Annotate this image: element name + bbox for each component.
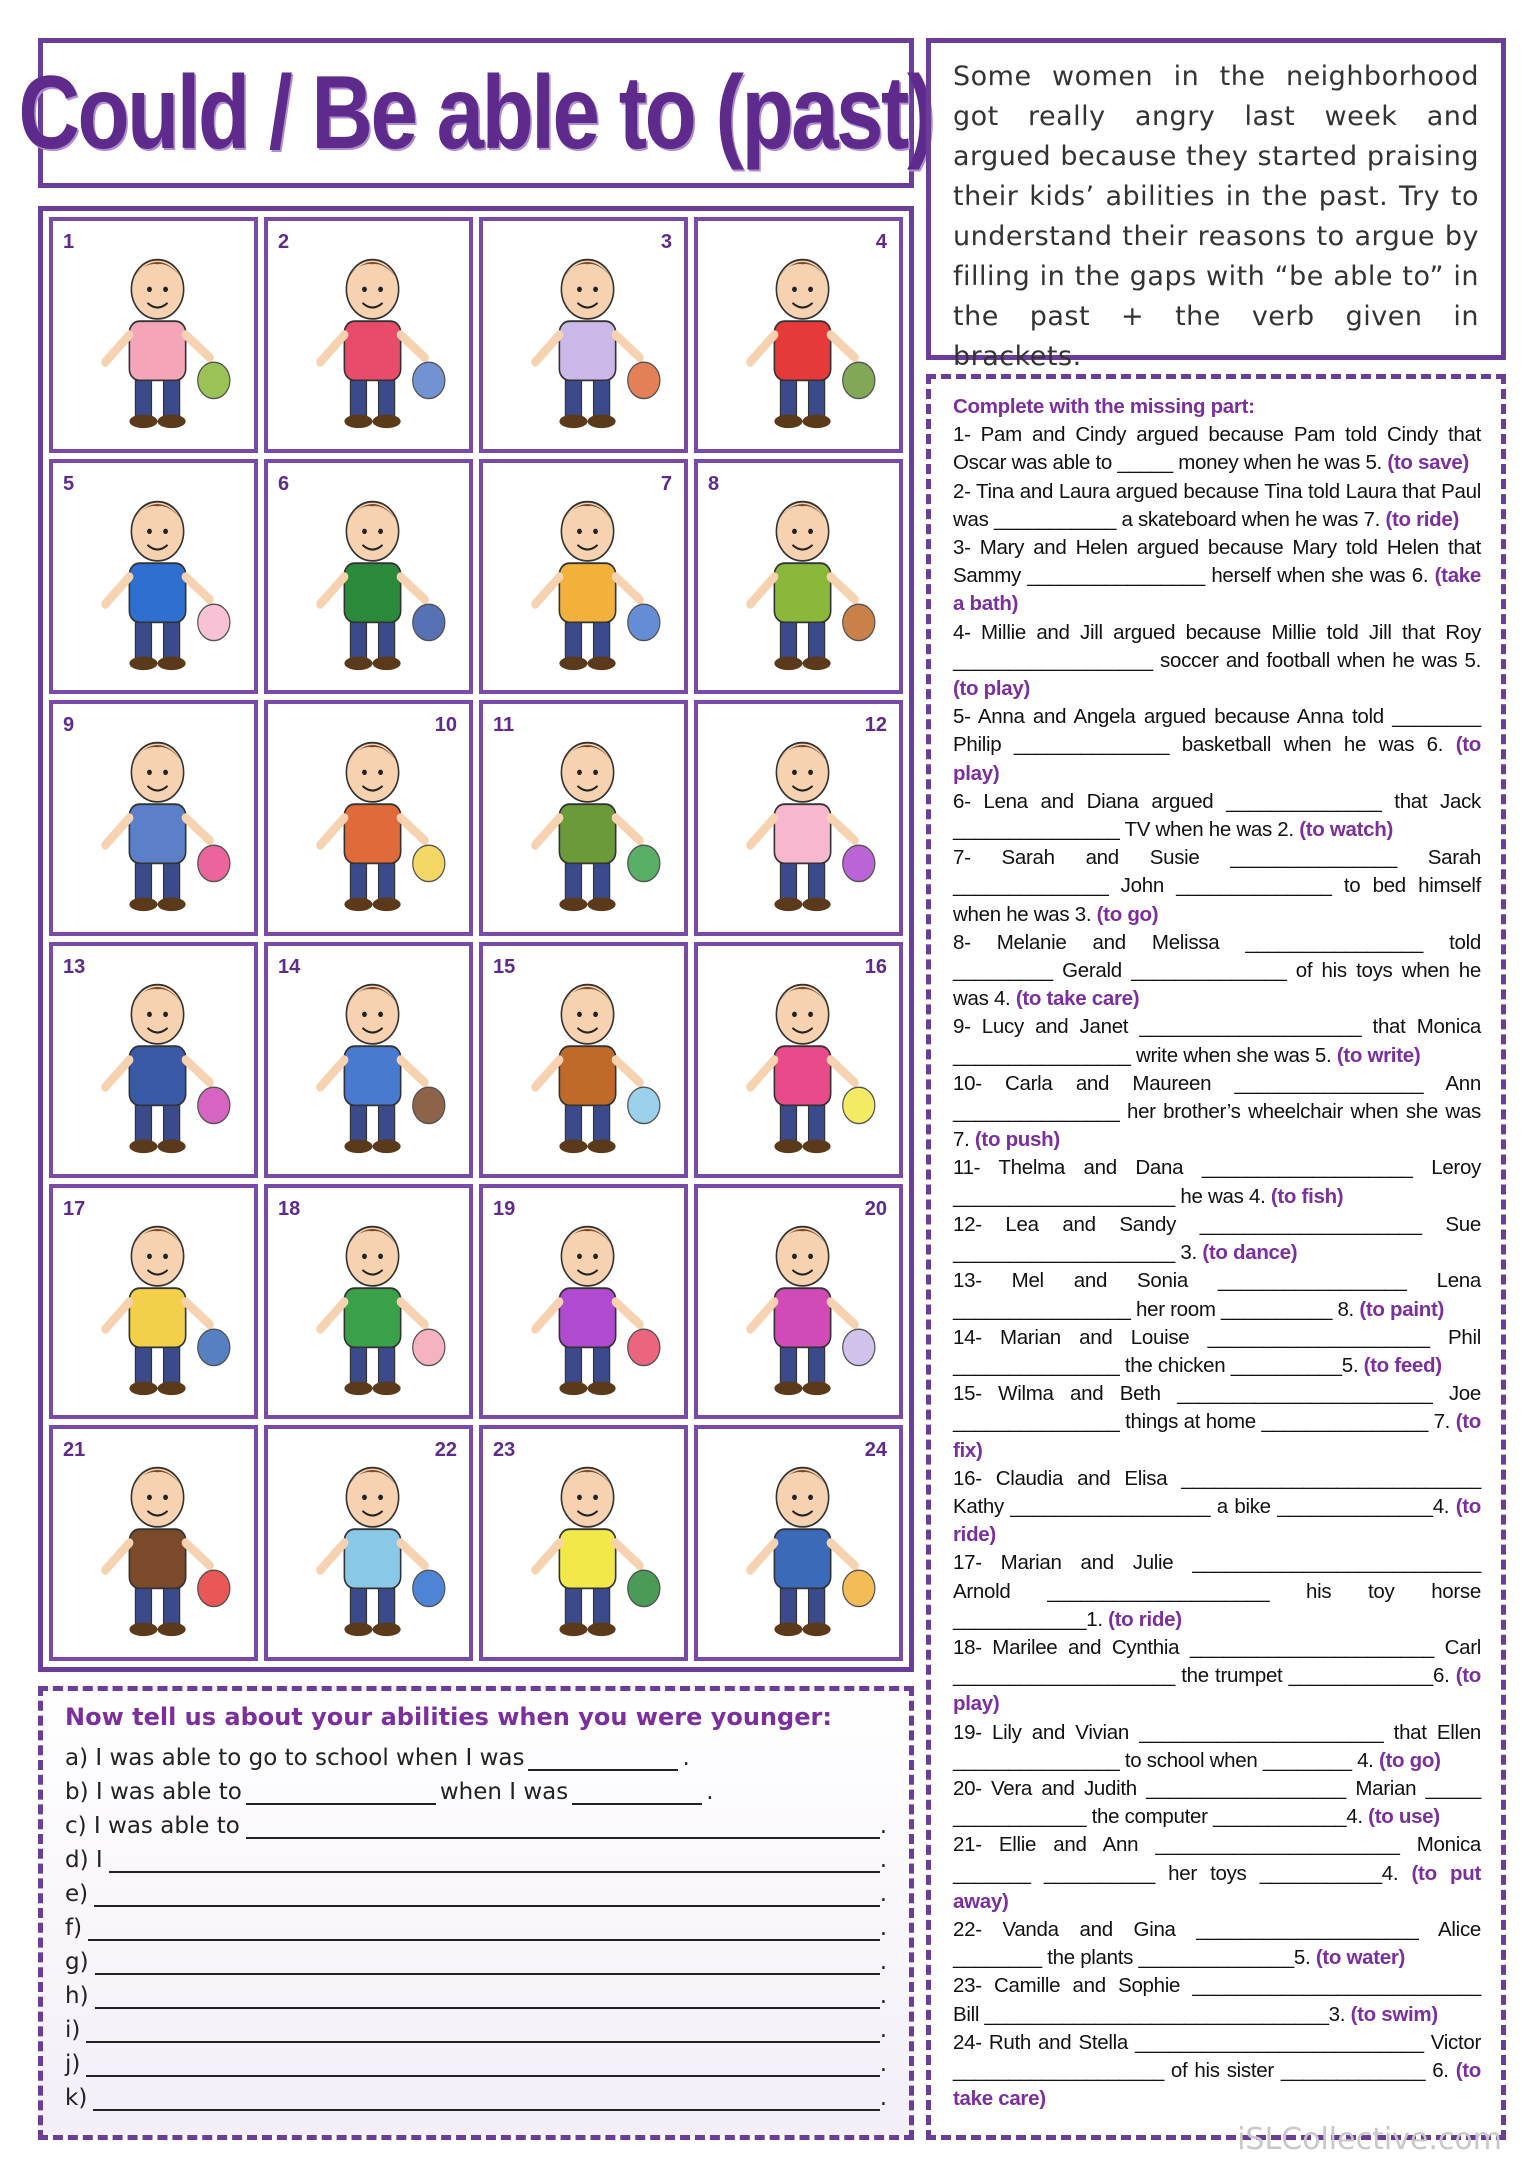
- ability-line: [65, 1907, 887, 1941]
- basketball-boy-icon: [53, 463, 254, 691]
- picture-number: 18: [278, 1197, 301, 1220]
- exercise-item: [953, 478, 1481, 534]
- trumpet-boy-icon: [268, 1188, 469, 1416]
- exercise-item: [953, 1380, 1481, 1465]
- worksheet-title: Could / Be able to (past): [18, 54, 934, 171]
- exercise-sentence: 21- Ellie and Ann ______________________ Monica _______ __________ her toys ___________4.: [953, 1833, 1481, 1885]
- picture-cell: [264, 217, 473, 453]
- writing-girl-icon: [53, 704, 254, 932]
- exercise-item: [953, 1211, 1481, 1267]
- picture-cell: [264, 459, 473, 695]
- answer-blank[interactable]: [528, 1745, 678, 1771]
- picture-cell: [479, 217, 688, 453]
- carpenter-boy-icon: [483, 946, 684, 1174]
- ability-line: [65, 2009, 887, 2043]
- bike-girl-icon: [698, 946, 899, 1174]
- picture-cell: [694, 1425, 903, 1661]
- exercise-sentence: 22- Vanda and Gina ____________________ Alice ________ the plants ______________5.: [953, 1917, 1481, 1970]
- verb-hint: (to paint): [1359, 1297, 1445, 1321]
- picture-grid: [38, 206, 914, 1672]
- picture-number: 14: [278, 956, 301, 978]
- picture-cell: [49, 217, 258, 453]
- exercise-sentence: 4- Millie and Jill argued because Millie told Jill that Roy __________________ soccer and football when he was 5.: [953, 620, 1481, 672]
- picture-cell: [694, 459, 903, 695]
- exercise-sentence: 9- Lucy and Janet ____________________ that Monica ________________ write when she was 5.: [953, 1015, 1481, 1067]
- picture-number: 22: [434, 1439, 457, 1462]
- verb-hint: (to ride): [953, 1494, 1481, 1547]
- ability-label: e): [65, 1881, 89, 1907]
- verb-hint: (to go): [1378, 1748, 1441, 1772]
- painter-girl-icon: [53, 946, 254, 1174]
- picture-number: 3: [660, 231, 672, 253]
- verb-hint: (to put away): [953, 1861, 1481, 1913]
- verb-hint: (to ride): [1385, 507, 1460, 531]
- ability-line: [65, 1771, 887, 1805]
- ability-middle-text: when I was: [439, 1779, 569, 1805]
- ability-line: [65, 1941, 887, 1975]
- title-box: [18, 38, 934, 188]
- swimming-boy-icon: [483, 1429, 684, 1657]
- farmer-girl-icon: [268, 946, 469, 1174]
- ability-label: i): [65, 2017, 81, 2043]
- football-boy-icon: [698, 221, 899, 449]
- picture-number: 5: [63, 472, 75, 495]
- exercise-sentence: 20- Vera and Judith __________________ Marian _____ ____________ the computer ____________4.: [953, 1776, 1481, 1829]
- exercise-sentence: 17- Marian and Julie __________________________ Arnold ____________________ his toy horse ____________1.: [953, 1551, 1481, 1631]
- picture-cell: [49, 1425, 258, 1661]
- ability-label: d) I: [65, 1847, 103, 1873]
- exercise-sentence: 5- Anna and Angela argued because Anna told ________ Philip ______________ basketball when he was 6.: [953, 705, 1481, 757]
- verb-hint: (take a bath): [953, 564, 1481, 616]
- fishing-boy-icon: [483, 704, 684, 932]
- exercise-item: [953, 1013, 1481, 1069]
- answer-blank[interactable]: [94, 1881, 880, 1907]
- answer-blank[interactable]: [86, 2017, 879, 2043]
- bath-girl-icon: [483, 221, 684, 449]
- piggy-bank-icon: [53, 221, 254, 449]
- exercise-item: [953, 1719, 1481, 1775]
- exercise-sentence: 3- Mary and Helen argued because Mary told Helen that Sammy ________________ herself when she was 6.: [953, 536, 1481, 588]
- picture-number: 10: [434, 714, 457, 737]
- verb-hint: (to push): [974, 1128, 1060, 1152]
- picture-number: 17: [63, 1197, 86, 1220]
- watermark: iSLCollective.com: [1237, 2122, 1502, 2157]
- picture-cell: [694, 1184, 903, 1420]
- exercise-sentence: 7- Sarah and Susie _______________ Sarah ______________ John ______________ to bed himself when he was 3.: [953, 846, 1481, 926]
- exercise-item: [953, 1916, 1481, 1972]
- picture-number: 1: [63, 231, 75, 253]
- exercise-item: [953, 1549, 1481, 1634]
- picture-cell: [264, 700, 473, 936]
- exercise-sentence: 23- Camille and Sophie __________________________ Bill _______________________________3.: [953, 1974, 1481, 2026]
- verb-hint: (to play): [953, 733, 1481, 785]
- ability-line: [65, 1975, 887, 2009]
- verb-hint: (to write): [1336, 1043, 1421, 1067]
- picture-cell: [479, 942, 688, 1178]
- bed-boy-icon: [483, 463, 684, 691]
- exercise-item: [953, 1465, 1481, 1550]
- exercise-sentence: 15- Wilma and Beth _______________________ Joe _______________ things at home _______________ 7.: [953, 1382, 1481, 1434]
- picture-cell: [49, 700, 258, 936]
- line-end: .: [879, 1813, 887, 1839]
- ability-line: [65, 1873, 887, 1907]
- exercise-sentence: 18- Marilee and Cynthia ______________________ Carl ____________________ the trumpet _____________6.: [953, 1635, 1481, 1688]
- exercise-item: [953, 421, 1481, 477]
- picture-cell: [264, 1425, 473, 1661]
- ability-line: [65, 1805, 887, 1839]
- line-end: .: [879, 1915, 887, 1941]
- ability-label: h): [65, 1983, 89, 2009]
- exercise-sentence: 14- Marian and Louise ____________________ Phil _______________ the chicken __________5.: [953, 1325, 1481, 1377]
- rocking-horse-icon: [53, 1188, 254, 1416]
- exercise-item: [953, 1154, 1481, 1210]
- picture-cell: [49, 1184, 258, 1420]
- picture-number: 11: [493, 714, 515, 737]
- picture-number: 24: [864, 1439, 887, 1462]
- line-end: .: [879, 2085, 887, 2111]
- ability-line: [65, 2043, 887, 2077]
- exercise-item: [953, 1775, 1481, 1831]
- toys-girl-icon: [53, 1429, 254, 1657]
- exercise-box: [926, 374, 1506, 2140]
- exercise-sentence: 24- Ruth and Stella __________________________ Victor ___________________ of his sister _____________ 6.: [953, 2030, 1481, 2082]
- exercise-sentence: 2- Tina and Laura argued because Tina told Laura that Paul was ___________ a skateboard when he was 7.: [953, 479, 1481, 531]
- exercise-item: [953, 788, 1481, 844]
- verb-hint: (to go): [1096, 902, 1159, 926]
- picture-cell: [479, 1425, 688, 1661]
- skateboard-boy-icon: [268, 221, 469, 449]
- picture-cell: [479, 459, 688, 695]
- verb-hint: (to feed): [1363, 1353, 1442, 1377]
- abilities-box: [38, 1686, 914, 2140]
- answer-blank[interactable]: [572, 1779, 702, 1805]
- picture-cell: [479, 700, 688, 936]
- abilities-heading: Now tell us about your abilities when you were younger:: [65, 1703, 832, 1731]
- picture-number: 2: [278, 231, 290, 253]
- ballerina-icon: [698, 704, 899, 932]
- exercise-item: [953, 619, 1481, 704]
- picture-cell: [694, 942, 903, 1178]
- ability-label: a) I was able to go to school when I was: [65, 1745, 525, 1771]
- verb-hint: (to swim): [1350, 2002, 1438, 2026]
- line-end: .: [879, 1881, 887, 1907]
- answer-blank[interactable]: [246, 1813, 880, 1839]
- picture-number: 23: [493, 1439, 516, 1462]
- verb-hint: (to fish): [1270, 1184, 1344, 1208]
- answer-blank[interactable]: [86, 2051, 879, 2077]
- wagon-boy-icon: [698, 1429, 899, 1657]
- verb-hint: (to play): [953, 677, 1031, 701]
- picture-number: 21: [63, 1439, 86, 1462]
- picture-cell: [264, 942, 473, 1178]
- exercise-sentence: 19- Lily and Vivian ______________________ that Ellen _______________ to school when ________ 4.: [953, 1720, 1481, 1772]
- picture-number: 12: [864, 714, 887, 737]
- ability-line: [65, 2077, 887, 2111]
- verb-hint: (to play): [953, 1664, 1481, 1716]
- exercise-sentence: 10- Carla and Maureen _________________ Ann _______________ her brother’s wheelchair when she was 7.: [953, 1071, 1481, 1152]
- answer-blank[interactable]: [93, 2085, 879, 2111]
- answer-blank[interactable]: [95, 1949, 880, 1975]
- line-end: .: [682, 1745, 690, 1771]
- line-end: .: [706, 1779, 714, 1805]
- exercise-item: [953, 844, 1481, 929]
- picture-cell: [49, 942, 258, 1178]
- answer-blank[interactable]: [88, 1915, 880, 1941]
- exercise-sentence: 1- Pam and Cindy argued because Pam told Cindy that Oscar was able to _____ money when he was 5.: [953, 423, 1481, 475]
- teddy-boy-icon: [268, 463, 469, 691]
- verb-hint: (to water): [1315, 1946, 1406, 1970]
- exercise-item: [953, 534, 1481, 619]
- school-girl-icon: [483, 1188, 684, 1416]
- picture-number: 19: [493, 1197, 516, 1220]
- verb-hint: (to use): [1368, 1805, 1440, 1829]
- picture-number: 9: [63, 714, 75, 737]
- exercise-sentence: 12- Lea and Sandy ____________________ Sue ____________________ 3.: [953, 1212, 1481, 1265]
- ability-line: [65, 1839, 887, 1873]
- picture-cell: [479, 1184, 688, 1420]
- exercise-item: [953, 1972, 1481, 2028]
- picture-cell: [694, 217, 903, 453]
- exercise-item: [953, 703, 1481, 788]
- exercise-sentence: 6- Lena and Diana argued ______________ that Jack _______________ TV when he was 2.: [953, 789, 1481, 842]
- verb-hint: (to save): [1387, 451, 1469, 475]
- intro-instructions: Some women in the neighborhood got really angry last week and argued because they started praising their kids’ abilities in the past. Try to understand their reasons to argue by filling in the gaps with “be able to” in the past + the verb given in brackets.: [926, 38, 1506, 360]
- line-end: .: [879, 1949, 887, 1975]
- line-end: .: [879, 1983, 887, 2009]
- answer-blank[interactable]: [109, 1847, 880, 1873]
- exercise-sentence: 8- Melanie and Melissa ________________ told _________ Gerald ______________ of his toys when he was 4.: [953, 930, 1481, 1011]
- ability-line: [65, 1737, 887, 1771]
- ability-label: f): [65, 1915, 83, 1941]
- ability-label: j): [65, 2051, 81, 2077]
- picture-cell: [264, 1184, 473, 1420]
- exercise-item: [953, 929, 1481, 1014]
- exercise-sentence: 11- Thelma and Dana ___________________ Leroy ____________________ he was 4.: [953, 1156, 1481, 1208]
- picture-number: 6: [278, 472, 290, 495]
- wheelchair-icon: [268, 704, 469, 932]
- line-end: .: [879, 1847, 887, 1873]
- picture-number: 7: [660, 472, 672, 495]
- verb-hint: (to watch): [1299, 818, 1393, 842]
- picture-number: 16: [864, 956, 887, 978]
- ability-label: c) I was able to: [65, 1813, 240, 1839]
- ability-label: g): [65, 1949, 89, 1975]
- picture-number: 4: [875, 231, 887, 253]
- line-end: .: [879, 2051, 887, 2077]
- exercise-heading: Complete with the missing part:: [953, 395, 1255, 418]
- verb-hint: (to fix): [953, 1410, 1481, 1462]
- verb-hint: (to take care): [953, 2058, 1481, 2111]
- exercise-item: [953, 1831, 1481, 1916]
- exercise-item: [953, 1070, 1481, 1155]
- watering-girl-icon: [268, 1429, 469, 1657]
- exercise-item: [953, 2029, 1481, 2114]
- line-end: .: [879, 2017, 887, 2043]
- computer-girl-icon: [698, 1188, 899, 1416]
- answer-blank[interactable]: [246, 1779, 436, 1805]
- exercise-item: [953, 1324, 1481, 1380]
- picture-number: 20: [864, 1197, 887, 1220]
- verb-hint: (to ride): [1108, 1607, 1182, 1631]
- toy-box-boy-icon: [698, 463, 899, 691]
- exercise-item: [953, 1634, 1481, 1719]
- verb-hint: (to take care): [1015, 987, 1140, 1011]
- exercise-sentence: 13- Mel and Sonia _________________ Lena ________________ her room __________ 8.: [953, 1269, 1481, 1321]
- answer-blank[interactable]: [95, 1983, 880, 2009]
- ability-label: b) I was able to: [65, 1779, 242, 1805]
- exercise-sentence: 16- Claudia and Elisa ___________________________ Kathy __________________ a bike ______________4.: [953, 1466, 1481, 1518]
- picture-number: 15: [493, 956, 516, 978]
- picture-cell: [694, 700, 903, 936]
- picture-number: 13: [63, 956, 86, 978]
- exercise-item: [953, 1267, 1481, 1323]
- picture-number: 8: [708, 472, 720, 495]
- verb-hint: (to dance): [1202, 1241, 1298, 1265]
- ability-label: k): [65, 2085, 88, 2111]
- picture-cell: [49, 459, 258, 695]
